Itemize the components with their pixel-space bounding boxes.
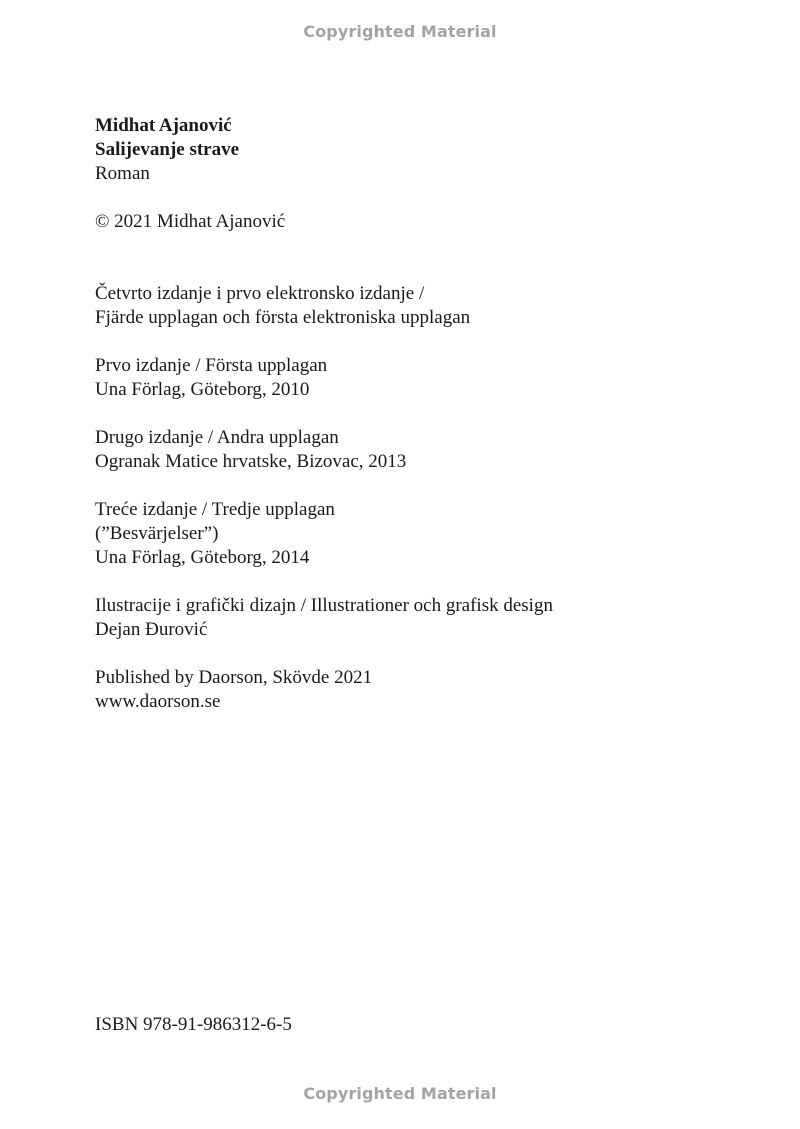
- isbn-number: ISBN 978-91-986312-6-5: [95, 1014, 292, 1035]
- edition-first-line1: Prvo izdanje / Första upplagan: [95, 355, 328, 376]
- copyright-notice: © 2021 Midhat Ajanović: [95, 211, 286, 232]
- design-credits-line2: Dejan Đurović: [95, 619, 208, 640]
- edition-third: [95, 498, 735, 570]
- book-title: Salijevanje strave: [95, 139, 240, 160]
- copyright-watermark-top: Copyrighted Material: [303, 22, 497, 41]
- edition-third-line1: Treće izdanje / Tredje upplagan: [95, 499, 335, 520]
- design-credits-line1: Ilustracije i grafički dizajn / Illustrationer och grafisk design: [95, 595, 553, 616]
- design-credits: [95, 594, 735, 642]
- publisher-website: www.daorson.se: [95, 691, 221, 712]
- colophon: [95, 114, 735, 714]
- publisher-info: [95, 666, 735, 714]
- author-name: Midhat Ajanović: [95, 115, 232, 136]
- edition-second-line1: Drugo izdanje / Andra upplagan: [95, 427, 339, 448]
- edition-third-line2: (”Besvärjelser”): [95, 523, 219, 544]
- book-genre: Roman: [95, 163, 150, 184]
- edition-second-line2: Ogranak Matice hrvatske, Bizovac, 2013: [95, 451, 407, 472]
- edition-second: [95, 426, 735, 474]
- copyright-watermark-bottom: Copyrighted Material: [303, 1084, 497, 1103]
- edition-current-line2: Fjärde upplagan och första elektroniska upplagan: [95, 307, 471, 328]
- edition-first-line2: Una Förlag, Göteborg, 2010: [95, 379, 310, 400]
- publisher-line: Published by Daorson, Skövde 2021: [95, 667, 373, 688]
- edition-third-line3: Una Förlag, Göteborg, 2014: [95, 547, 310, 568]
- edition-first: [95, 354, 735, 402]
- edition-current-line1: Četvrto izdanje i prvo elektronsko izdanje /: [95, 283, 425, 304]
- edition-current: [95, 282, 735, 330]
